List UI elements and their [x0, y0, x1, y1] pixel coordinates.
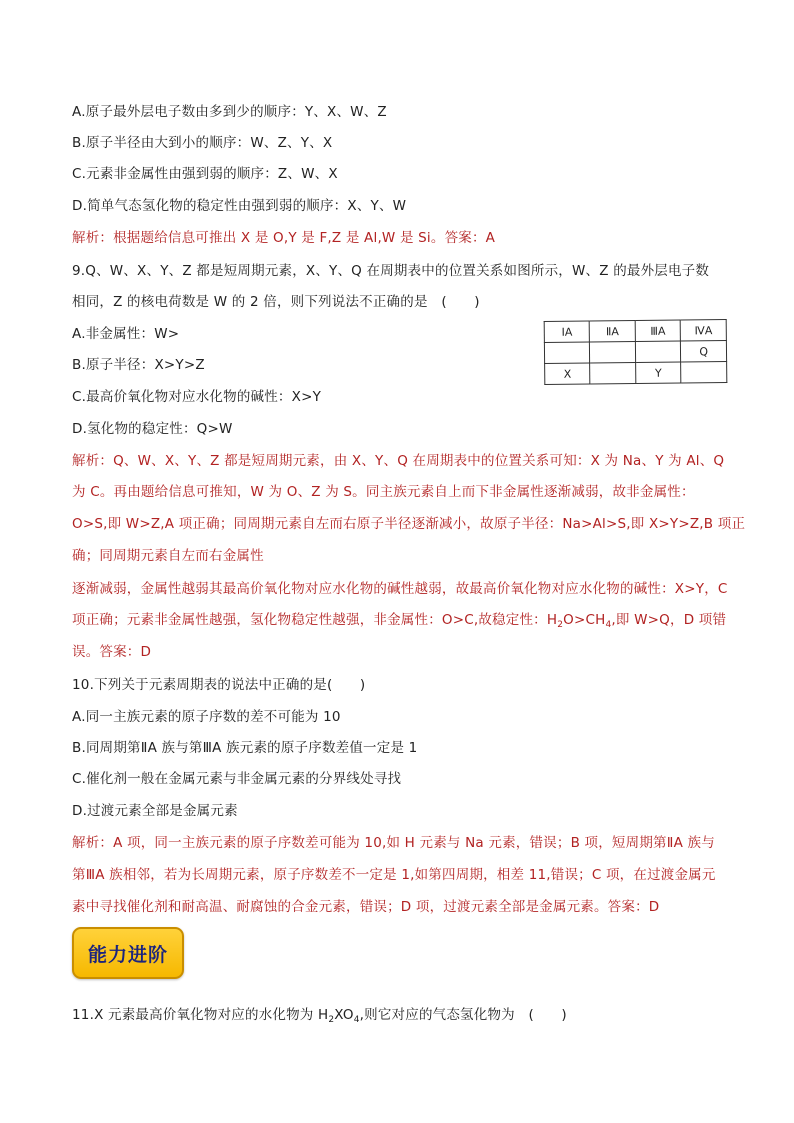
- table-cell: Q: [681, 341, 727, 362]
- q8-option-b: B.原子半径由大到小的顺序：W、Z、Y、X: [72, 135, 333, 151]
- q9-analysis-line6: [72, 611, 726, 629]
- q10-option-b: B.同周期第ⅡA 族与第ⅢA 族元素的原子序数差值一定是 1: [72, 740, 418, 756]
- table-cell: [590, 363, 636, 384]
- table-cell: [590, 342, 636, 363]
- q9-option-b: B.原子半径：X>Y>Z: [72, 357, 205, 373]
- table-header-cell: ⅣA: [681, 320, 727, 341]
- table-cell: [681, 362, 727, 383]
- subscript: 4: [605, 620, 612, 630]
- periodic-position-table: [544, 319, 728, 385]
- q8-option-a: A.原子最外层电子数由多到少的顺序：Y、X、W、Z: [72, 104, 387, 120]
- analysis-text: O>CH: [563, 612, 606, 628]
- q9-stem-line1: 9.Q、W、X、Y、Z 都是短周期元素，X、Y、Q 在周期表中的位置关系如图所示，W、Z 的最外层电子数: [72, 263, 710, 279]
- q11-stem-text: 11.X 元素最高价氧化物对应的水化物为 H: [72, 1007, 329, 1023]
- q11-stem-text: XO: [334, 1007, 354, 1023]
- table-row: [545, 362, 727, 385]
- q10-analysis-line3: 素中寻找催化剂和耐高温、耐腐蚀的合金元素，错误；D 项，过渡元素全部是金属元素。答案：D: [72, 899, 660, 915]
- analysis-text: ,即 W>Q，D 项错: [611, 612, 727, 628]
- q11-stem-text: ,则它对应的气态氢化物为 ( ): [359, 1007, 567, 1023]
- table-cell: Y: [636, 362, 682, 383]
- table-row: [544, 341, 726, 364]
- q9-analysis-line3: O>S,即 W>Z,A 项正确；同周期元素自左而右原子半径逐渐减小，故原子半径：Na>Al>S,即 X>Y>Z,B 项正: [72, 516, 746, 532]
- section-badge: [72, 927, 184, 979]
- q11-stem: [72, 1006, 567, 1024]
- q9-analysis-line2: 为 C。再由题给信息可推知，W 为 O、Z 为 S。同主族元素自上而下非金属性逐渐减弱，故非金属性：: [72, 484, 695, 500]
- table-header-cell: ⅠA: [544, 321, 590, 342]
- q8-analysis: 解析：根据题给信息可推出 X 是 O,Y 是 F,Z 是 Al,W 是 Si。答案：A: [72, 230, 496, 246]
- q10-option-c: C.催化剂一般在金属元素与非金属元素的分界线处寻找: [72, 771, 402, 787]
- q10-analysis-line2: 第ⅢA 族相邻，若为长周期元素，原子序数差不一定是 1,如第四周期，相差 11,错误；C 项，在过渡金属元: [72, 867, 716, 883]
- q10-option-a: A.同一主族元素的原子序数的差不可能为 10: [72, 709, 341, 725]
- table-header-row: [544, 320, 726, 343]
- section-badge-label: 能力进阶: [87, 943, 168, 966]
- subscript: 4: [353, 1015, 360, 1025]
- q9-analysis-line1: 解析：Q、W、X、Y、Z 都是短周期元素，由 X、Y、Q 在周期表中的位置关系可知：X 为 Na、Y 为 Al、Q: [72, 453, 725, 469]
- q9-stem-line2: 相同，Z 的核电荷数是 W 的 2 倍，则下列说法不正确的是 ( ): [72, 294, 480, 310]
- subscript: 2: [328, 1015, 335, 1025]
- q9-analysis-line7: 误。答案：D: [72, 644, 152, 660]
- table-cell: [544, 342, 590, 363]
- q9-analysis-line5: 逐渐减弱，金属性越弱其最高价氧化物对应水化物的碱性越弱，故最高价氧化物对应水化物的碱性：X>Y，C: [72, 581, 728, 597]
- table-cell: X: [545, 363, 591, 384]
- q9-option-a: A.非金属性：W>: [72, 326, 180, 342]
- table-header-cell: ⅢA: [635, 320, 681, 341]
- q8-option-c: C.元素非金属性由强到弱的顺序：Z、W、X: [72, 166, 338, 182]
- analysis-text: 项正确；元素非金属性越强，氢化物稳定性越强，非金属性：O>C,故稳定性：H: [72, 612, 558, 628]
- q9-analysis-line4: 确；同周期元素自左而右金属性: [72, 548, 264, 564]
- q8-option-d: D.简单气态氢化物的稳定性由强到弱的顺序：X、Y、W: [72, 198, 407, 214]
- q9-option-d: D.氢化物的稳定性：Q>W: [72, 421, 233, 437]
- table-cell: [635, 341, 681, 362]
- q10-analysis-line1: 解析：A 项，同一主族元素的原子序数差可能为 10,如 H 元素与 Na 元素，错误；B 项，短周期第ⅡA 族与: [72, 835, 715, 851]
- q9-option-c: C.最高价氧化物对应水化物的碱性：X>Y: [72, 389, 322, 405]
- subscript: 2: [557, 620, 564, 630]
- q10-option-d: D.过渡元素全部是金属元素: [72, 803, 238, 819]
- table-header-cell: ⅡA: [590, 321, 636, 342]
- q10-stem: 10.下列关于元素周期表的说法中正确的是( ): [72, 677, 366, 693]
